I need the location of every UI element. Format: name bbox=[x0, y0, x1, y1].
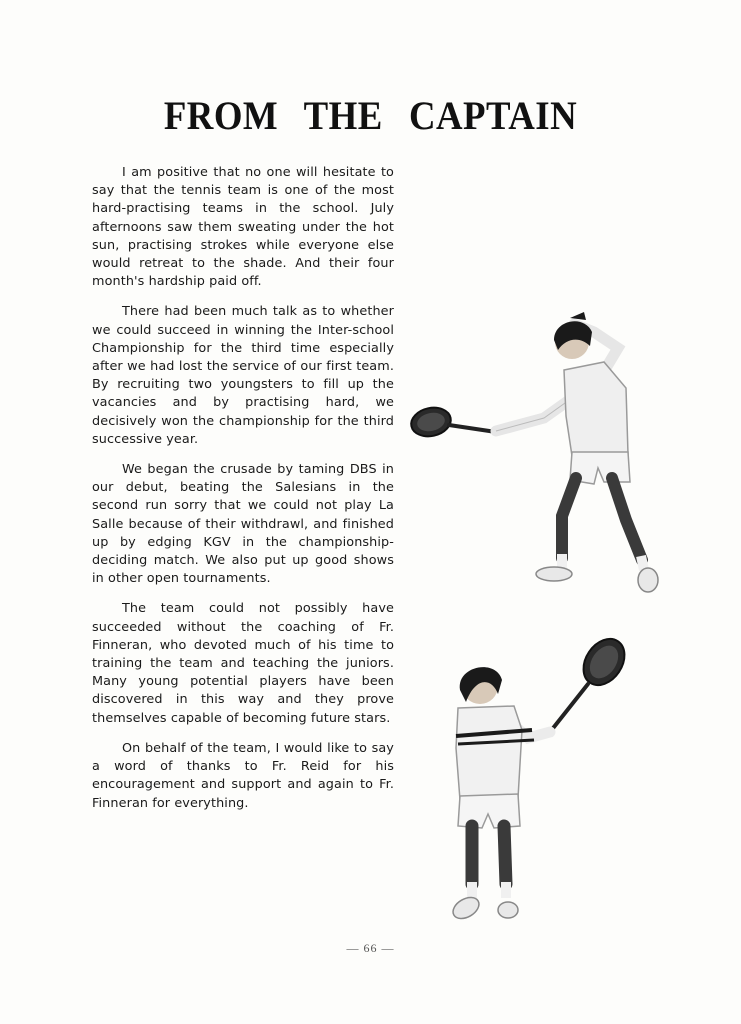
article-paragraph: The team could not possibly have succeeded without the coaching of Fr. Finneran, who devoted much of his time to training the team and teaching the juniors. Many young potential players have been discovered in this way and they prove themselves capable of becoming future stars. bbox=[92, 601, 394, 726]
page-title: FROM THE CAPTAIN bbox=[163, 93, 578, 138]
page-number: — 66 — bbox=[346, 941, 395, 955]
article-paragraph: I am positive that no one will hesitate to say that the tennis team is one of the most hard-practising teams in the school. July afternoons saw them sweating under the hot sun, practising strokes while everyone else would retreat to the shade. And their four month's hardship paid off. bbox=[92, 165, 394, 290]
tennis-player-backhand-photo bbox=[404, 306, 666, 598]
article-body bbox=[92, 164, 394, 825]
article-paragraph: On behalf of the team, I would like to say a word of thanks to Fr. Reid for his encouragement and support and again to Fr. Finneran for everything. bbox=[92, 740, 394, 811]
article-paragraph: We began the crusade by taming DBS in our debut, beating the Salesians in the second run sorry that we could not play La Salle because of their withdrawl, and finished up by edging KGV in the championship-deciding match. We also put up good shows in other open tournaments. bbox=[92, 462, 394, 587]
article-paragraph: There had been much talk as to whether we could succeed in winning the Inter-school Championship for the third time especially after we had lost the service of our first team. By recruiting two youngsters to fill up the vacancies and by practising hard, we decisively won the championship for the third successive year. bbox=[92, 304, 394, 447]
tennis-player-forehand-photo bbox=[436, 632, 632, 928]
